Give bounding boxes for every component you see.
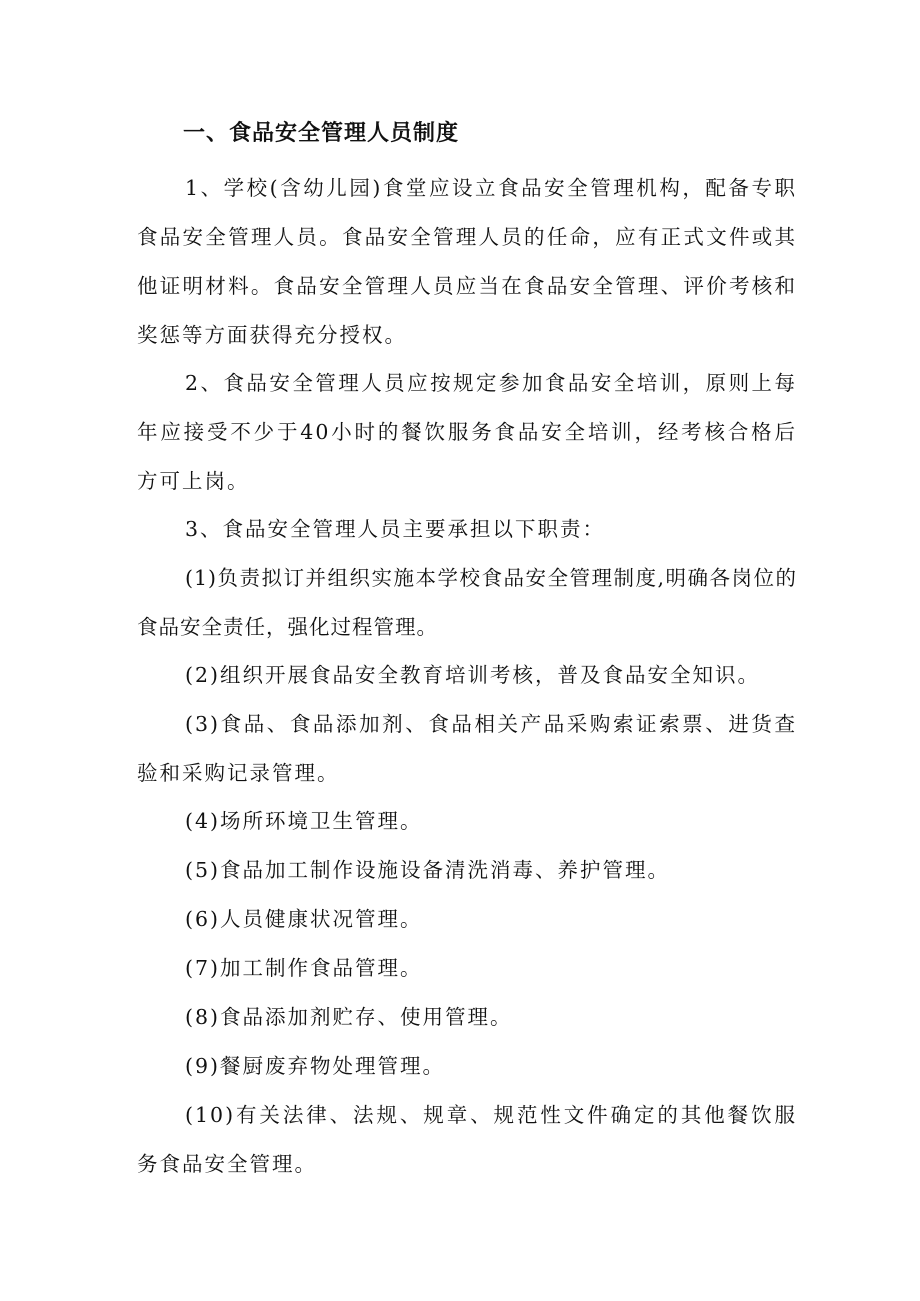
paragraph-1: 1、学校(含幼儿园)食堂应设立食品安全管理机构，配备专职食品安全管理人员。食品安全管理人员的任命，应有正式文件或其他证明材料。食品安全管理人员应当在食品安全管理、评价考核和奖惩等方面获得充分授权。 xyxy=(137,176,797,347)
section-heading: 一、食品安全管理人员制度 xyxy=(183,121,460,146)
duty-item-6: (6)人员健康状况管理。 xyxy=(185,907,423,931)
paragraph-3: 3、食品安全管理人员主要承担以下职责： xyxy=(185,517,606,541)
duty-item-4: (4)场所环境卫生管理。 xyxy=(185,809,423,833)
duty-item-9: (9)餐厨废弃物处理管理。 xyxy=(185,1054,446,1078)
duty-item-5: (5)食品加工制作设施设备清洗消毒、养护管理。 xyxy=(185,858,671,882)
paragraph-2: 2、食品安全管理人员应按规定参加食品安全培训，原则上每年应接受不少于40小时的餐饮服务食品安全培训，经考核合格后方可上岗。 xyxy=(137,371,797,493)
duty-item-1: (1)负责拟订并组织实施本学校食品安全管理制度,明确各岗位的食品安全责任，强化过程管理。 xyxy=(137,566,797,639)
duty-item-10: (10)有关法律、法规、规章、规范性文件确定的其他餐饮服务食品安全管理。 xyxy=(137,1103,797,1176)
duty-item-2: (2)组织开展食品安全教育培训考核，普及食品安全知识。 xyxy=(185,663,761,687)
duty-item-8: (8)食品添加剂贮存、使用管理。 xyxy=(185,1005,513,1029)
duty-item-7: (7)加工制作食品管理。 xyxy=(185,956,423,980)
duty-item-3: (3)食品、食品添加剂、食品相关产品采购索证索票、进货查验和采购记录管理。 xyxy=(137,712,797,785)
